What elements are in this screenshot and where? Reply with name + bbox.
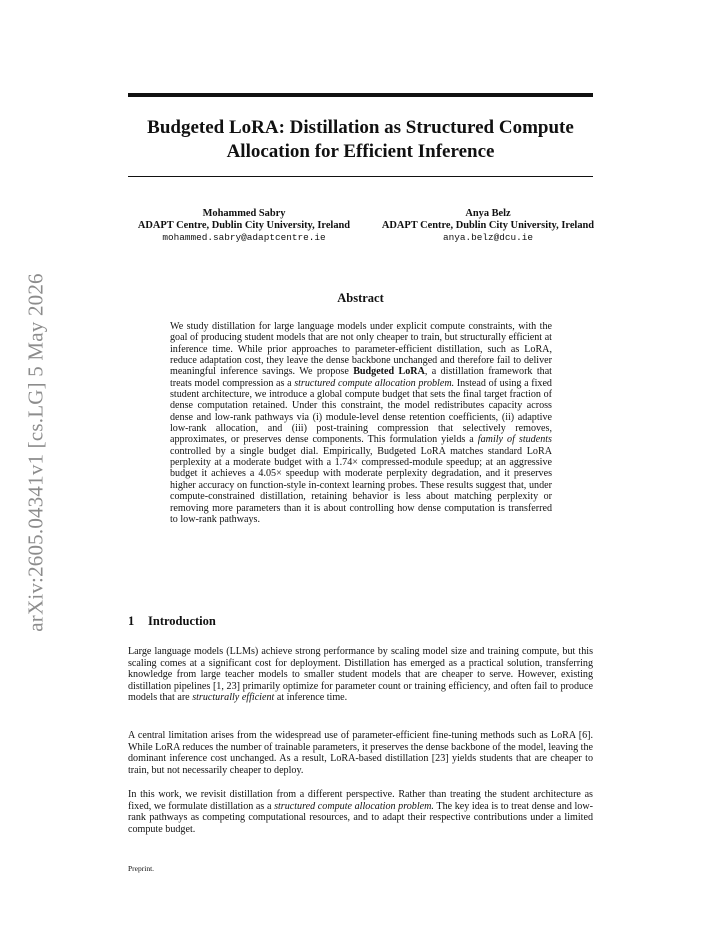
- paragraph-text-run: The key idea is to treat dense and low-rank pathways as competing computational resources, and to adapt their respective contributions under a limited compute budget.: [128, 800, 594, 835]
- intro-paragraph: [128, 789, 593, 835]
- author-email[interactable]: anya.belz@dcu.ie: [442, 232, 533, 243]
- author-name: Mohammed Sabry: [202, 208, 286, 219]
- paragraph-emphasis: structured compute allocation problem.: [274, 800, 434, 812]
- author-block: [124, 208, 364, 244]
- intro-paragraph: [128, 646, 593, 704]
- author-affiliation: ADAPT Centre, Dublin City University, Ireland: [381, 220, 595, 231]
- method-name: Budgeted LoRA: [353, 366, 425, 378]
- section-heading-introduction: [128, 614, 216, 629]
- section-title: Introduction: [148, 614, 216, 628]
- author-name: Anya Belz: [465, 208, 511, 219]
- author-affiliation: ADAPT Centre, Dublin City University, Ireland: [137, 220, 351, 231]
- arxiv-identifier[interactable]: arXiv:2605.04341v1 [cs.LG] 5 May 2026: [23, 273, 48, 632]
- abstract-heading: Abstract: [337, 291, 384, 305]
- abstract-emphasis: family of students: [477, 434, 552, 446]
- abstract-text-run: controlled by a single budget dial. Empirically, Budgeted LoRA matches standard LoRA perplexity at a moderate budget with a 1.74× compressed-module speedup; at an aggressive budget it achieves a 4.05× speedup with moderate perplexity degradation, and it preserves higher accuracy on function-style in-context learning probes. These results suggest that, under compute-constrained distillation, retaining behavior is less about matching perplexity or removing more parameters than it is about controlling how dense computation is transferred to low-rank pathways.: [170, 445, 552, 525]
- paragraph-text-run: Large language models (LLMs) achieve strong performance by scaling model size and training compute, but this scaling comes at a significant cost for deployment. Distillation has emerged as a practical solution, transferring knowledge from large teacher models to smaller student models that are cheaper to serve. However, existing distillation pipelines [1, 23] primarily optimize for parameter count or training efficiency, and often fail to produce models that are: [128, 646, 593, 703]
- author-email[interactable]: mohammed.sabry@adaptcentre.ie: [162, 232, 326, 243]
- intro-paragraph: A central limitation arises from the widespread use of parameter-efficient fine-tuning methods such as LoRA [6]. While LoRA reduces the number of trainable parameters, it preserves the dense backbone of the model, leaving the dominant inference cost unchanged. As a result, LoRA-based distillation [23] yields students that are cheaper to train, but not necessarily cheaper to deploy.: [128, 730, 593, 776]
- section-number: 1: [128, 614, 135, 628]
- paragraph-text-run: In this work, we revisit distillation from a different perspective. Rather than treating the student architecture as fixed, we formulate distillation as a: [128, 789, 593, 812]
- abstract-text-run: , a distillation framework that treats model compression as a: [170, 366, 552, 389]
- paragraph-text-run: at inference time.: [274, 692, 348, 703]
- abstract-text: [170, 321, 552, 525]
- author-block: [368, 208, 608, 244]
- paper-title: Budgeted LoRA: Distillation as Structured Compute Allocation for Efficient Inference: [147, 117, 574, 162]
- paragraph-emphasis: structurally efficient: [192, 692, 275, 703]
- preprint-footnote: Preprint.: [128, 864, 155, 873]
- title-rule-top: [128, 93, 593, 97]
- abstract-emphasis: structured compute allocation problem.: [294, 377, 455, 389]
- title-rule-bottom: [128, 176, 593, 177]
- abstract-text-run: Instead of using a fixed student architecture, we introduce a global compute budget that sets the final target fraction of dense computation retained. Under this constraint, the model redistributes capacity across dense and low-rank pathways via (i) module-level dense retention coefficients, (ii) adaptive low-rank allocation, and (iii) post-training compression that selectively removes, approximates, or preserves dense components. This formulation yields a: [170, 377, 552, 446]
- abstract-text-run: We study distillation for large language models under explicit compute constraints, with the goal of producing student models that are not only cheaper to train, but structurally efficient at inference time. While prior approaches to parameter-efficient distillation, such as LoRA, reduce adaptation cost, they leave the dense backbone unchanged and therefore fail to deliver meaningful inference savings. We propose: [170, 321, 552, 378]
